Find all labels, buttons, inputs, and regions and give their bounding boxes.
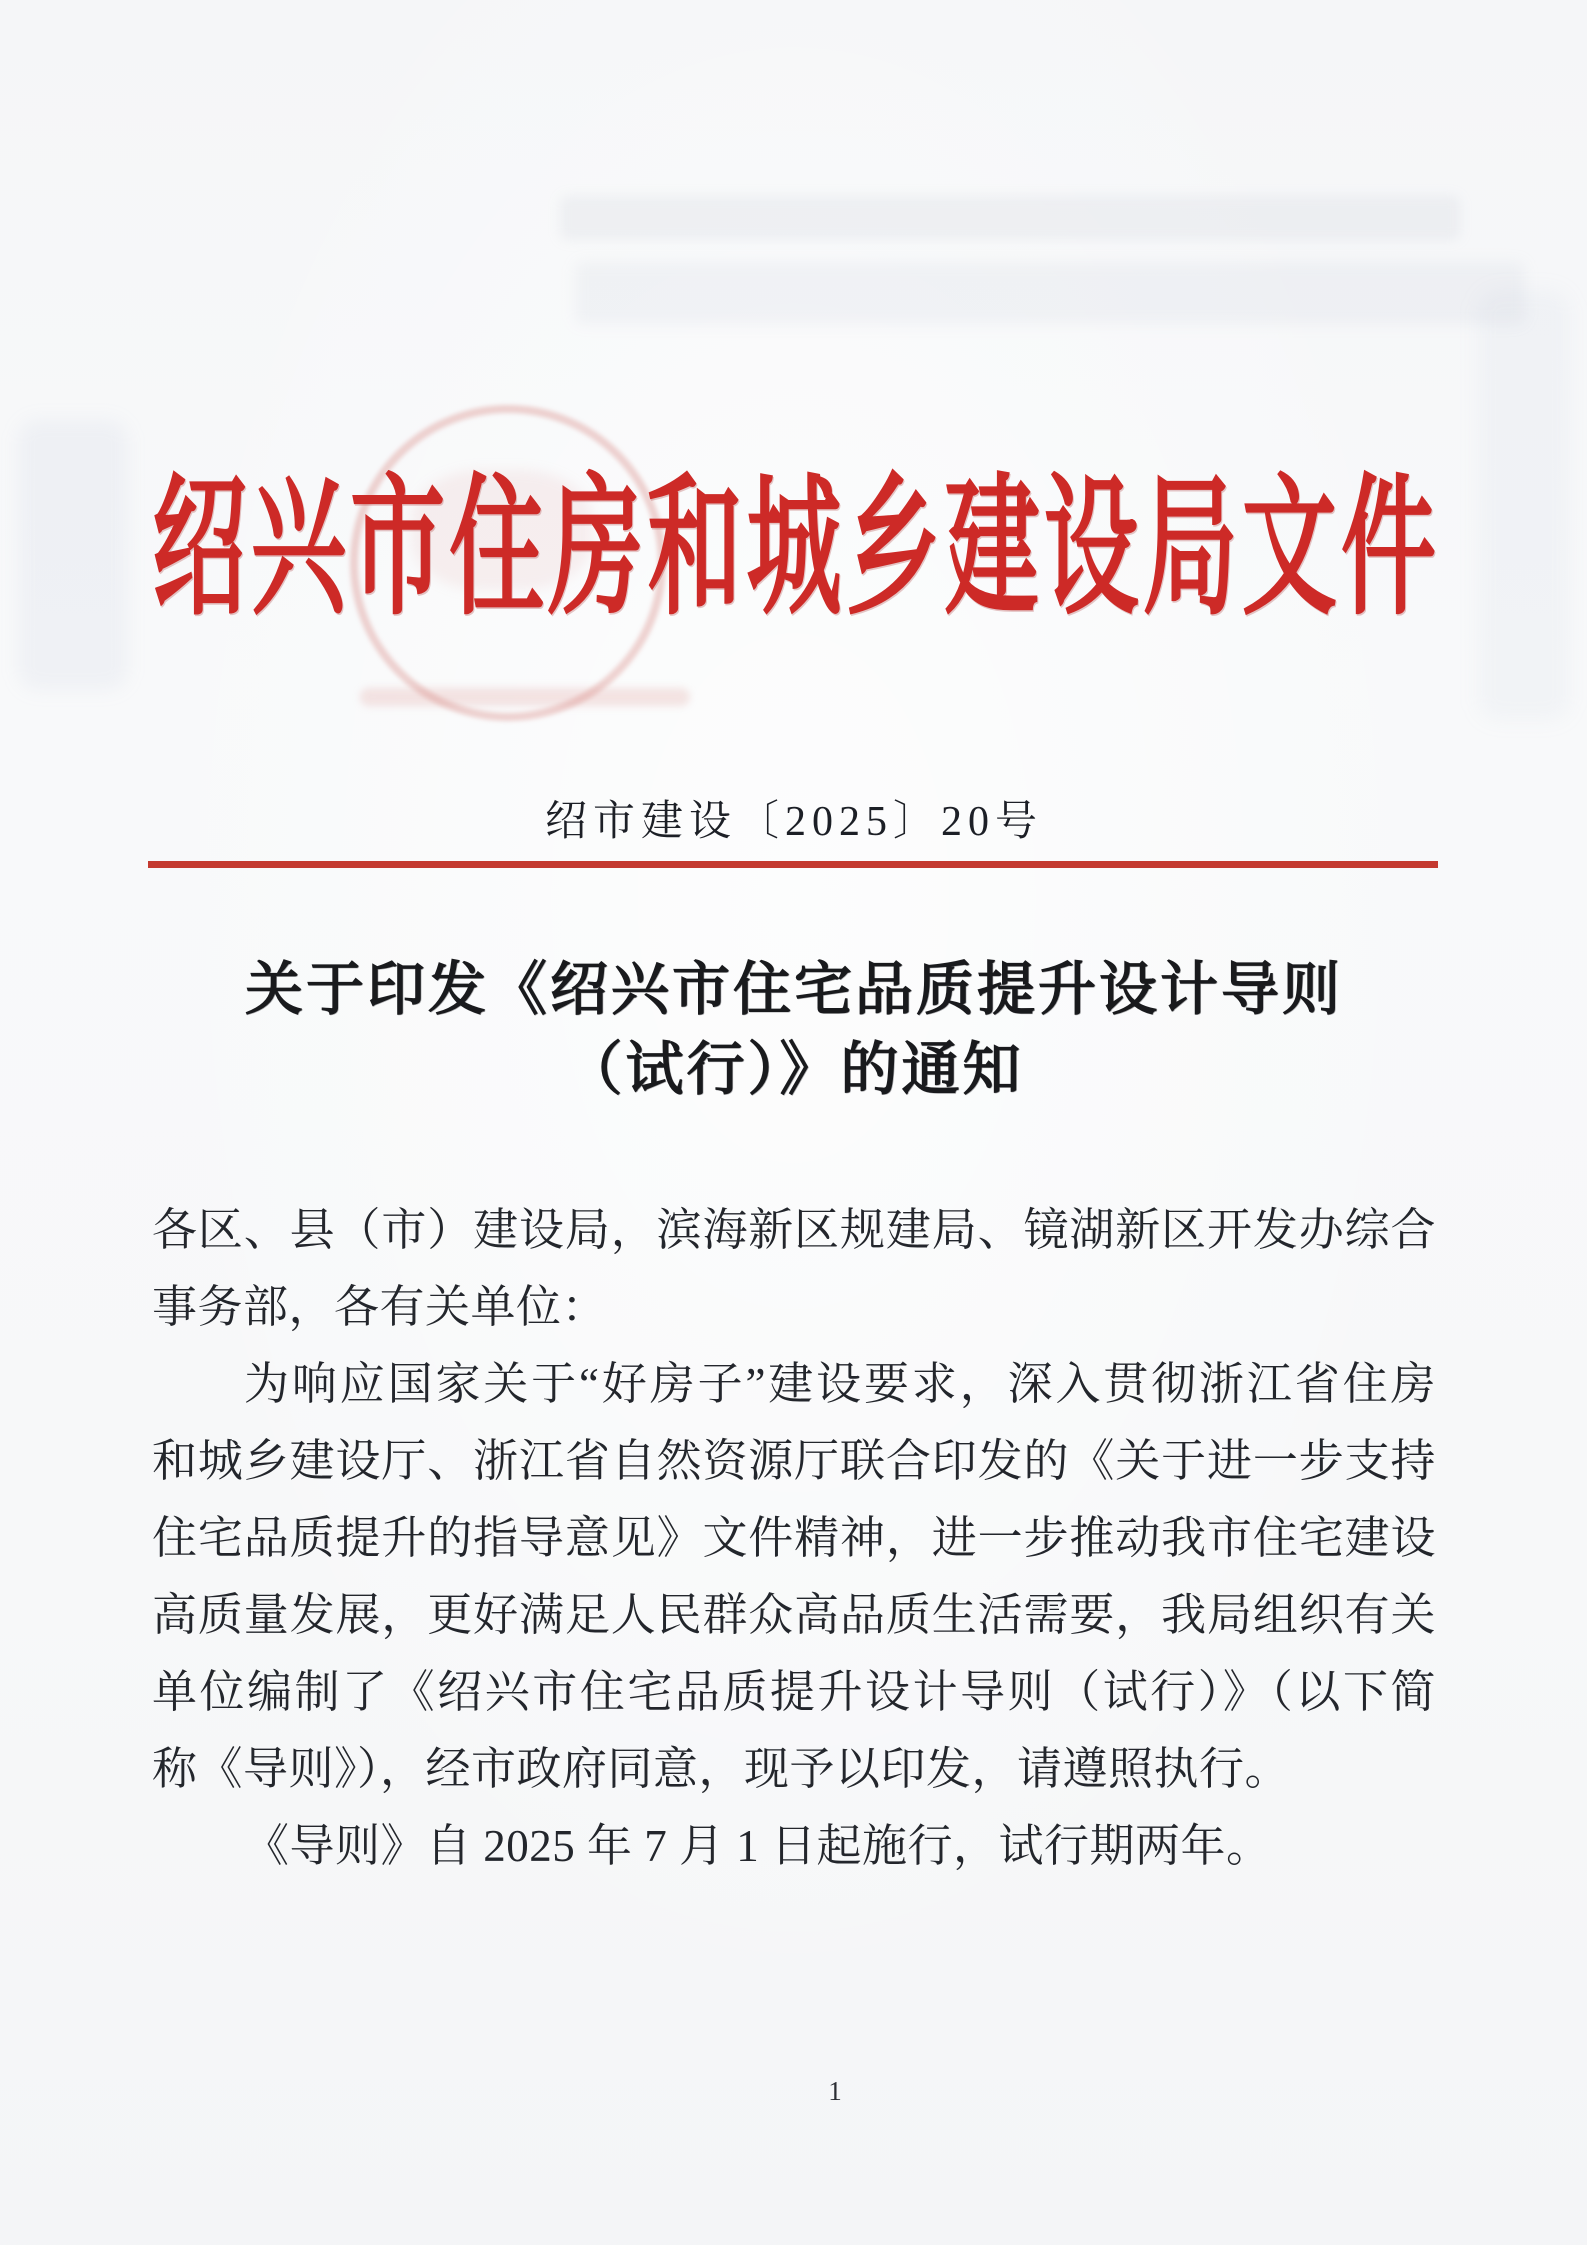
document-body — [152, 1192, 1436, 1885]
document-title-line1: 关于印发《绍兴市住宅品质提升设计导则 — [244, 957, 1343, 1022]
body-line: 各区、县（市）建设局，滨海新区规建局、镜湖新区开发办综合 — [152, 1205, 1436, 1255]
bleed-through-artifact — [18, 420, 128, 690]
body-line: 高质量发展，更好满足人民群众高品质生活需要，我局组织有关 — [152, 1590, 1436, 1640]
body-line: 为响应国家关于“好房子”建设要求，深入贯彻浙江省住房 — [244, 1359, 1436, 1409]
body-line: 事务部，各有关单位： — [152, 1282, 608, 1332]
body-line: 称《导则》），经市政府同意，现予以印发，请遵照执行。 — [152, 1744, 1291, 1794]
document-title-line2: （试行）》的通知 — [564, 1037, 1024, 1102]
document-title — [152, 950, 1436, 1110]
body-line: 和城乡建设厅、浙江省自然资源厅联合印发的《关于进一步支持 — [152, 1436, 1436, 1486]
body-line: 单位编制了《绍兴市住宅品质提升设计导则（试行）》（以下简 — [152, 1667, 1436, 1717]
bleed-through-artifact — [575, 262, 1525, 324]
bleed-through-artifact — [1478, 290, 1570, 720]
document-number: 绍市建设〔2025〕20号 — [544, 799, 1043, 845]
page-number: 1 — [828, 2076, 842, 2106]
body-line: 住宅品质提升的指导意见》文件精神，进一步推动我市住宅建设 — [152, 1513, 1436, 1563]
agency-masthead-title: 绍 兴 市 住 房 和 城 乡 建 设 局 文 件 — [152, 463, 1436, 634]
official-seal-bleed-through — [360, 688, 690, 706]
body-line: 《导则》自 2025 年 7 月 1 日起施行，试行期两年。 — [244, 1821, 1272, 1871]
bleed-through-artifact — [560, 196, 1460, 240]
red-divider-line — [148, 861, 1438, 868]
